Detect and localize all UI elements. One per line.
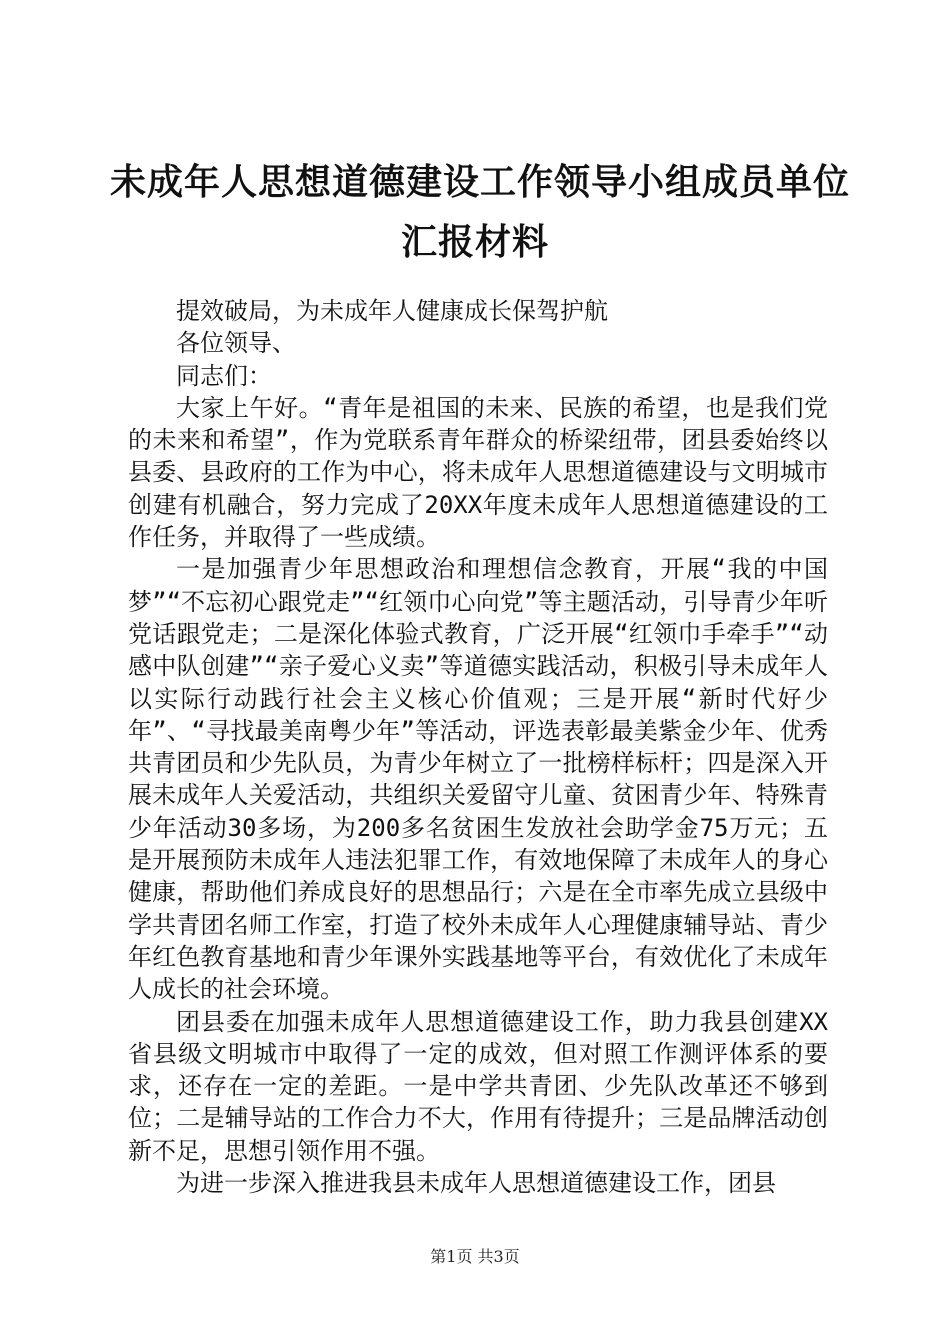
paragraph-next-steps: 为进一步深入推进我县未成年人思想道德建设工作，团县 <box>176 1169 776 1198</box>
document-title-line-1: 未成年人思想道德建设工作领导小组成员单位 <box>110 161 851 203</box>
document-title-line-2: 汇报材料 <box>400 221 549 263</box>
page-footer: 第1页 共3页 <box>430 1247 520 1266</box>
salutation-leaders: 各位领导、 <box>176 329 296 358</box>
salutation-comrades: 同志们： <box>176 361 272 390</box>
paragraph-shortcomings: 团县委在加强未成年人思想道德建设工作，助力我县创建XX省县级文明城市中取得了一定的成效，但对照工作测评体系的要求，还存在一定的差距。一是中学共青团、少先队改革还不够到位；二是辅导站的工作合力不大，作用有待提升；三是品牌活动创新不足，思想引领作用不强。 <box>128 1007 828 1165</box>
paragraph-achievements: 一是加强青少年思想政治和理想信念教育，开展“我的中国梦”“不忘初心跟党走”“红领巾心向党”等主题活动，引导青少年听党话跟党走；二是深化体验式教育，广泛开展“红领巾手牵手”“动感中队创建”“亲子爱心义卖”等道德实践活动，积极引导未成年人以实际行动践行社会主义核心价值观；三是开展“新时代好少年”、“寻找最美南粤少年”等活动，评选表彰最美紫金少年、优秀共青团员和少先队员，为青少年树立了一批榜样标杆；四是深入开展未成年人关爱活动，共组织关爱留守儿童、贫困青少年、特殊青少年活动30多场，为200多名贫困生发放社会助学金75万元；五是开展预防未成年人违法犯罪工作，有效地保障了未成年人的身心健康，帮助他们养成良好的思想品行；六是在全市率先成立县级中学共青团名师工作室，打造了校外未成年人心理健康辅导站、青少年红色教育基地和青少年课外实践基地等平台，有效优化了未成年人成长的社会环境。 <box>128 555 828 1004</box>
subtitle: 提效破局，为未成年人健康成长保驾护航 <box>176 297 608 325</box>
document-body <box>128 295 828 1199</box>
paragraph-intro: 大家上午好。“青年是祖国的未来、民族的希望，也是我们党的未来和希望”，作为党联系青年群众的桥梁纽带，团县委始终以县委、县政府的工作为中心，将未成年人思想道德建设与文明城市创建有机融合，努力完成了20XX年度未成年人思想道德建设的工作任务，并取得了一些成绩。 <box>128 393 828 552</box>
